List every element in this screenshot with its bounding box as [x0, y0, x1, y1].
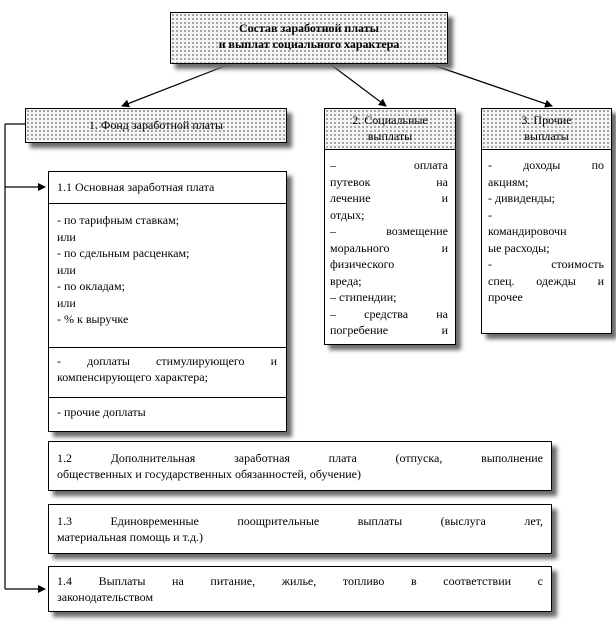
- social-item-line: – оплата: [330, 158, 448, 172]
- other-item-line: ые расходы;: [488, 240, 550, 255]
- onetime-line1: 1.3 Единовременные поощрительные выплаты (выслуга лет,: [57, 514, 543, 528]
- social-title-line1: 2. Социальные: [352, 113, 428, 127]
- basic-pay-item: - по окладам;: [57, 279, 125, 293]
- root-title-line2: и выплат социального характера: [218, 37, 400, 51]
- arrow-to-other: [430, 64, 552, 106]
- arrow-to-social: [330, 64, 386, 106]
- social-title-line2: выплаты: [367, 129, 413, 143]
- social-item-line: морального и: [330, 240, 448, 255]
- other-header: [482, 109, 611, 150]
- other-title-line1: 3. Прочие: [521, 113, 572, 127]
- basic-pay-item: или: [57, 295, 76, 310]
- root-box: [170, 12, 448, 64]
- food-line2: законодательством: [57, 590, 154, 604]
- other-item-line: - доходы по: [488, 158, 604, 172]
- additional-line1: 1.2 Дополнительная заработная плата (отпуска, выполнение: [57, 451, 543, 465]
- social-item-line: – возмещение: [330, 224, 448, 238]
- root-title-line1: Состав заработной платы: [238, 21, 379, 35]
- other-item-line: -: [488, 207, 492, 222]
- other-item-line: - дивиденды;: [488, 191, 555, 205]
- other-title-line2: выплаты: [524, 129, 569, 143]
- basic-pay-box: [48, 171, 287, 432]
- arrow-to-fund: [122, 64, 230, 106]
- basic-pay-divider-3: [49, 397, 286, 398]
- other-box: [481, 108, 612, 334]
- food-pay-box: [48, 566, 552, 612]
- bonus-line2: компенсирующего характера;: [57, 370, 208, 384]
- other-item-line: акциям;: [488, 174, 529, 189]
- other-surcharges: - прочие доплаты: [57, 405, 146, 419]
- social-item-line: путевок на: [330, 174, 448, 189]
- basic-pay-divider-1: [49, 203, 286, 204]
- other-item-line: - стоимость: [488, 257, 604, 271]
- other-item-line: спец. одежды и: [488, 273, 604, 288]
- additional-line2: общественных и государственных обязанностей, обучение): [57, 467, 361, 481]
- social-item-line: лечение и: [330, 191, 448, 205]
- social-item-line: погребение и: [330, 323, 448, 337]
- fund-title: 1. Фонд заработной платы: [88, 118, 224, 132]
- basic-pay-list: [57, 212, 189, 328]
- basic-pay-item: - % к выручке: [57, 312, 129, 326]
- basic-pay-divider-2: [49, 347, 286, 348]
- basic-pay-title: 1.1 Основная заработная плата: [57, 180, 215, 194]
- social-item-line: – стипендии;: [330, 290, 397, 304]
- basic-pay-item: - по тарифным ставкам;: [57, 213, 180, 227]
- other-list: [488, 157, 604, 306]
- social-item-line: – средства на: [330, 306, 448, 321]
- onetime-line2: материальная помощь и т.д.): [57, 530, 204, 544]
- additional-pay-box: [48, 441, 552, 491]
- food-line1: 1.4 Выплаты на питание, жилье, топливо в соответствии с: [57, 574, 543, 588]
- fund-box: [25, 108, 287, 143]
- social-item-line: физического: [330, 257, 395, 271]
- social-list: [330, 157, 448, 339]
- social-header: [325, 109, 455, 150]
- other-item-line: командировочн: [488, 224, 567, 238]
- basic-pay-item: или: [57, 229, 76, 244]
- other-item-line: прочее: [488, 290, 523, 304]
- social-box: [324, 108, 456, 345]
- social-item-line: отдых;: [330, 207, 365, 222]
- onetime-pay-box: [48, 504, 552, 554]
- social-item-line: вреда;: [330, 273, 362, 288]
- bonus-line1: - доплаты стимулирующего и: [57, 354, 277, 368]
- basic-pay-item: или: [57, 262, 76, 277]
- basic-pay-item: - по сдельным расценкам;: [57, 246, 190, 260]
